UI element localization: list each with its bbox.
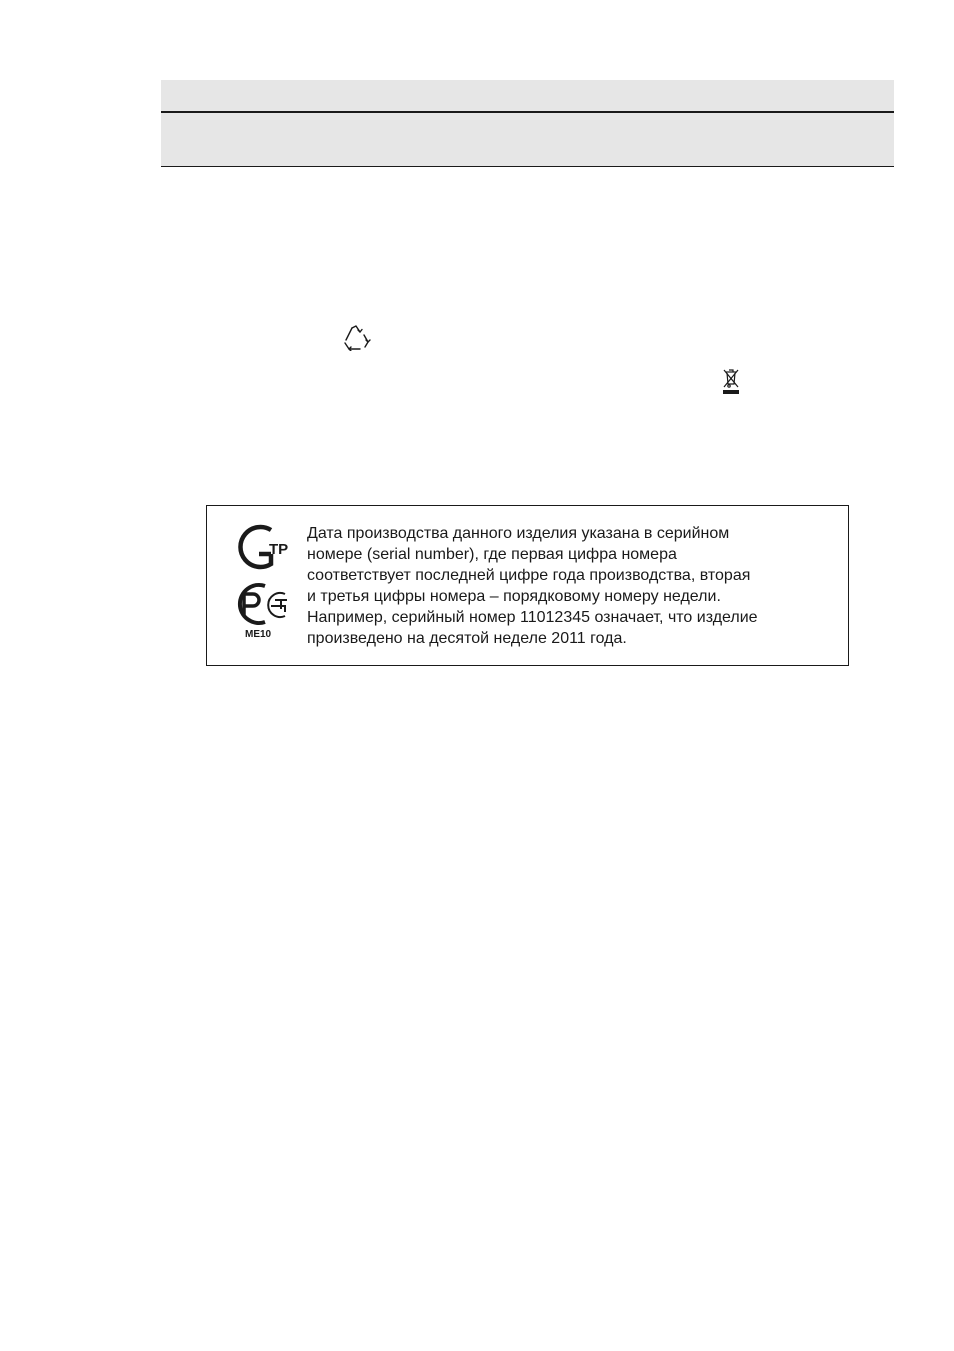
notice-line: соответствует последней цифре года производства, вторая bbox=[307, 567, 751, 584]
notice-line: номере (serial number), где первая цифра номера bbox=[307, 546, 677, 563]
notice-line: Например, серийный номер 11012345 означает, что изделие bbox=[307, 609, 758, 626]
notice-line: Дата производства данного изделия указана в серийном bbox=[307, 525, 730, 542]
header-band bbox=[161, 80, 894, 111]
subheader-band bbox=[161, 113, 894, 166]
notice-line: произведено на десятой неделе 2011 года. bbox=[307, 630, 627, 647]
certification-code: ME10 bbox=[245, 629, 272, 640]
crossed-out-wheelie-bin-icon bbox=[721, 367, 741, 395]
recycle-icon bbox=[340, 325, 372, 351]
eac-conformity-mark-icon bbox=[231, 524, 291, 570]
gost-r-certification-mark-icon bbox=[231, 582, 291, 626]
subheader-rule bbox=[161, 166, 894, 167]
svg-text:ТР: ТР bbox=[269, 541, 289, 558]
notice-line: и третья цифры номера – порядковому номеру недели. bbox=[307, 588, 721, 605]
production-date-notice bbox=[206, 505, 849, 666]
notice-text bbox=[307, 523, 842, 649]
